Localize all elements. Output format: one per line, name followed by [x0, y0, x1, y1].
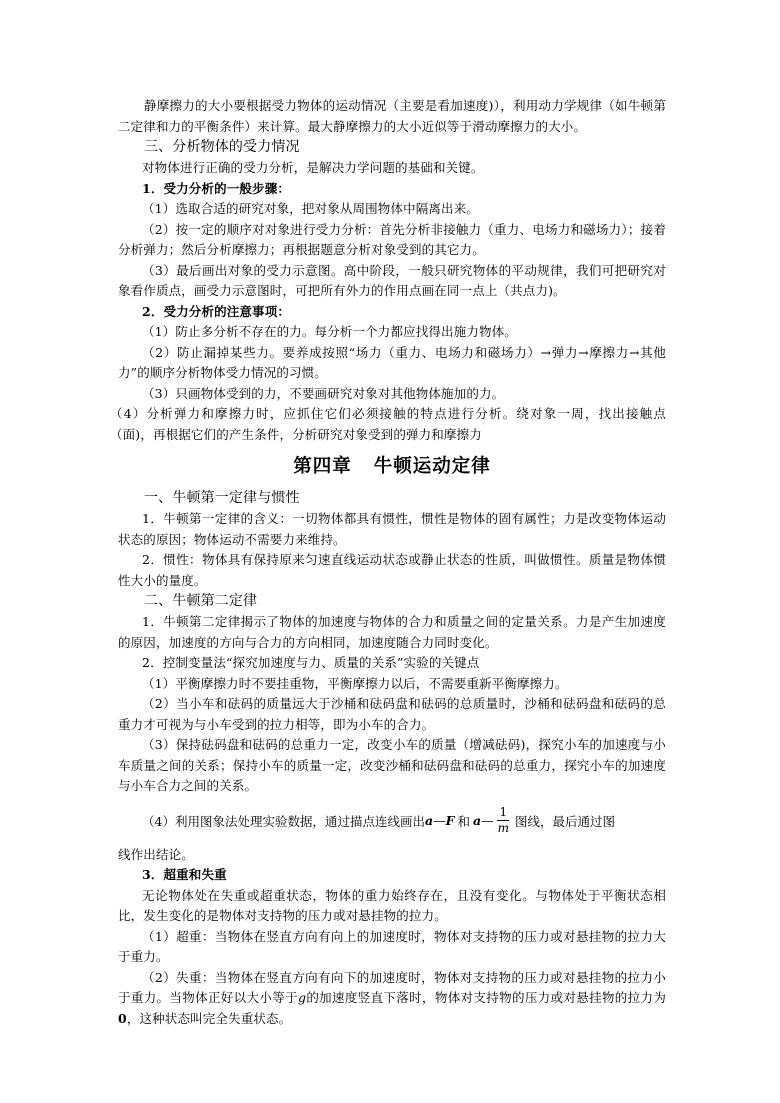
experiment-point-4 — [118, 797, 666, 845]
note-3: （3）只画物体受到的力，不要画研究对象对其他物体施加的力。 — [142, 385, 505, 401]
document-page — [110, 96, 666, 1029]
second-law-meaning: 1．牛顿第二定律揭示了物体的加速度与物体的合力和质量之间的定量关系。力是产生加速度的原因，加速度的方向与合力的方向相同，加速度随合力同时变化。 — [118, 614, 666, 650]
section-heading-force-analysis: 三、分析物体的受力情况 — [144, 139, 300, 155]
fraction-denominator: m — [497, 821, 509, 835]
notes-heading: 2．受力分析的注意事项： — [142, 303, 290, 319]
step-3: （3）最后画出对象的受力示意图。高中阶段，一般只研究物体的平动规律，我们可把研究对象看作质点，画受力示意图时，可把所有外力的作用点画在同一点上（共点力)。 — [118, 262, 666, 298]
note-4: （4）分析弹力和摩擦力时，应抓住它们必须接触的特点进行分析。绕对象一周，找出接触点（面)，再根据它们的产生条件，分析研究对象受到的弹力和摩擦力 — [110, 406, 666, 442]
symbol-a: a — [424, 813, 434, 828]
weightless-definition — [118, 968, 666, 1030]
dash: — — [481, 813, 494, 828]
experiment-heading: 2．控制变量法“探究加速度与力、质量的关系”实验的关键点 — [142, 655, 480, 670]
first-law-meaning: 1．牛顿第一定律的含义：一切物体都具有惯性，惯性是物体的固有属性；力是改变物体运动状态的原因；物体运动不需要力来维持。 — [118, 511, 666, 547]
chapter-number: 第四章 — [293, 456, 352, 477]
step-1: （1）选取合适的研究对象，把对象从周围物体中隔离出来。 — [142, 201, 480, 216]
point-4-text-end: 图线，最后通过图 — [514, 813, 615, 829]
weightless-text: （2）失重：当物体在竖直方向有向下的加速度时，物体对支持物的压力或对悬挂物的拉力小于重力。当物体正好以大小等于 — [118, 969, 666, 1005]
overweight-definition: （1）超重：当物体在竖直方向有向上的加速度时，物体对支持物的压力或对悬挂物的拉力大于重力。 — [118, 928, 666, 964]
experiment-point-1: （1）平衡摩擦力时不要挂重物，平衡摩擦力以后，不需要重新平衡摩擦力。 — [142, 675, 568, 691]
static-friction-paragraph: 静摩擦力的大小要根据受力物体的运动情况（主要是看加速度)），利用动力学规律（如牛顿第二定律和力的平衡条件）来计算。最大静摩擦力的大小近似等于滑动摩擦力的大小。 — [118, 98, 666, 134]
experiment-point-2: （2）当小车和砝码的质量远大于沙桶和砝码盘和砝码的总质量时，沙桶和砝码盘和砝码的总重力才可视为与小车受到的拉力相等，即为小车的合力。 — [118, 696, 666, 732]
symbol-a: a — [472, 813, 482, 828]
note-1: （1）防止多分析不存在的力。每分析一个力都应找得出施力物体。 — [142, 324, 517, 339]
force-analysis-intro: 对物体进行正确的受力分析，是解决力学问题的基础和关键。 — [142, 160, 484, 175]
experiment-point-3: （3）保持砝码盘和砝码的总重力一定，改变小车的质量（增减砝码)，探究小车的加速度与小车质量之间的关系；保持小车的质量一定，改变沙桶和砝码盘和砝码的总重力，探究小车的加速度与小车合力之间的关系。 — [118, 737, 666, 793]
weight-intro: 无论物体处在失重或超重状态，物体的重力始终存在，且没有变化。与物体处于平衡状态相比，发生变化的是物体对支持物的压力或对悬挂物的拉力。 — [118, 887, 666, 923]
weight-heading: 3．超重和失重 — [142, 867, 227, 882]
weightless-text: ，这种状态叫完全失重状态。 — [126, 1010, 292, 1026]
dash: — — [433, 813, 446, 828]
symbol-F: F — [445, 813, 455, 828]
and-text: 和 — [457, 813, 470, 829]
point-4-text: （4）利用图象法处理实验数据，通过描点连线画出 — [142, 813, 425, 829]
zero-value: 0 — [118, 1010, 127, 1026]
step-2: （2）按一定的顺序对对象进行受力分析：首先分析非接触力（重力、电场力和磁场力）；接着分析弹力；然后分析摩擦力；再根据题意分析对象受到的其它力。 — [118, 221, 666, 257]
chapter-name: 牛顿运动定律 — [373, 456, 491, 477]
chapter-title — [118, 452, 666, 482]
note-2: （2）防止漏掉某些力。要养成按照“场力（重力、电场力和磁场力）→弹力→摩擦力→其他力”的顺序分析物体受力情况的习惯。 — [118, 344, 666, 380]
inertia-definition: 2．惯性：物体具有保持原来匀速直线运动状态或静止状态的性质，叫做惯性。质量是物体惯性大小的量度。 — [118, 552, 666, 588]
steps-heading: 1．受力分析的一般步骤： — [142, 180, 290, 196]
weightless-text: 的加速度竖直下落时，物体对支持物的压力或对悬挂物的拉力为 — [306, 990, 666, 1005]
fraction-numerator: 1 — [499, 805, 508, 819]
fraction-one-over-m — [496, 805, 511, 836]
section-heading-second-law: 二、牛顿第二定律 — [144, 593, 258, 609]
symbol-g: g — [297, 990, 307, 1005]
section-heading-first-law: 一、牛顿第一定律与惯性 — [144, 490, 300, 506]
point-4-continuation: 线作出结论。 — [118, 846, 194, 862]
